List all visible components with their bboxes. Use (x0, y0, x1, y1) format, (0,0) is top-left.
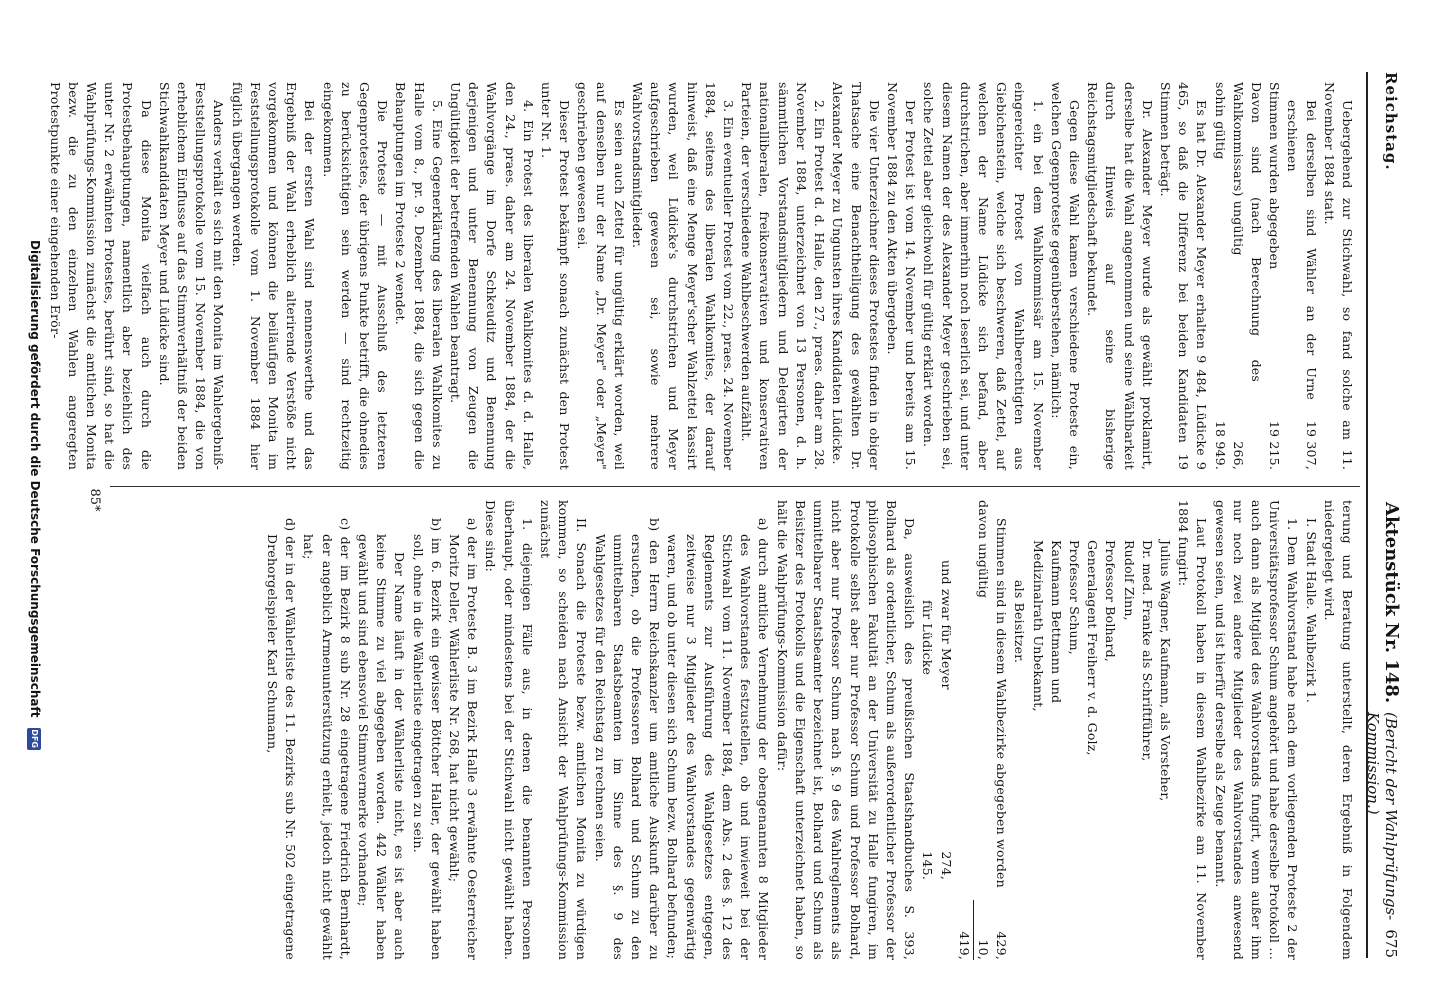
tally-value: 145. (920, 851, 936, 880)
tally-label: Bei derselben sind Wähler an der Urne erschienen (1285, 100, 1319, 400)
tally-row (918, 500, 936, 960)
tally-row (974, 500, 992, 960)
tally-label: für Lüdicke (920, 600, 936, 676)
signature-mark: 85* (87, 488, 102, 512)
list-item: a) durch amtliche Vernehmung der obengenannten 8 Mitglieder des Wahlvorstandes festzustellen, ob und inwieweit bei der Stichwahl vom 11. November 1884, dem Abs. 2 des §. 12 des Reglements zur Ausführung des Wahlgesetzes entgegen, zeitweise nur 3 Mitglieder des Wahlvorstandes gegenwärtig waren, und ob unter diesen sich Schum bezw. Bolhard befunden; (665, 518, 772, 960)
paragraph: 2. Ein Protest d. d. Halle, den 27., praes. daher am 28. November 1884, unterzeichnet von 13 Personen, d. h. sämmtlichen Vorstandsmitgliedern und Delegirten der nationalliberalen, freikonservativen und konservativen Parteien, der verschiedene Wahlbeschwerden aufzählt. (739, 82, 828, 470)
tally-row (1229, 82, 1265, 470)
tally-value: 18 949. (1212, 420, 1228, 470)
tally-row (1265, 82, 1283, 470)
tally-value: 19 307, (1303, 420, 1319, 470)
list-item: c) der im Bezirk 8 sub Nr. 28 eingetragene Friedrich Bernhardt, der angeblich Armenunterstützung erhielt, jedoch nicht gewählt hat; (301, 518, 353, 960)
tally-label: und zwar für Meyer (938, 560, 954, 690)
page-number: 675 (1382, 929, 1400, 958)
paragraph: Die Proteste — mit Ausschluß des letzteren Gegenprotestes, der übrigens Punkte betrifft, die ohnedies zu berücksichtigen sein werden — sind rechtzeitig eingekommen. (320, 82, 391, 470)
dfg-logo-icon: DFG (28, 728, 42, 750)
paragraph: 3. Ein eventueller Protest vom 22., praes. 24. November 1884, seitens des liberalen Wahlkomites, der darauf hinweist, daß eine Menge Meyer'scher Wahlzettel kassirt wurden, weil Lüdicke's durchstrichen und Meyer aufgeschrieben gewesen sei, sowie mehrere Wahlvorstandsmitglieder. (630, 82, 737, 470)
tally-value: 429, (994, 931, 1010, 960)
tally-row (936, 500, 954, 960)
paragraph: Es hat Dr. Alexander Meyer erhalten 9 484, Lüdicke 9 465, so daß die Differenz bei beiden Kandidaten 19 Stimmen beträgt. (1157, 82, 1210, 470)
list-item: Julius Wagner, Kaufmann, als Vorsteher, (1157, 540, 1173, 802)
tally-row (1210, 82, 1228, 470)
tally-label: davon ungültig (975, 500, 991, 599)
right-column (263, 500, 1356, 960)
paragraph: Es seien auch Zettel für ungültig erklärt worden, weil auf denselben nur der Name „Dr. Meyer" oder „Meyer" geschrieben gewesen sei. (575, 82, 627, 470)
paragraph: Anders verhält es sich mit den Monita im Wahlergebniß-Feststellungsprotokolle vom 15. November 1884, die von erheblichem Einflusse auf das Stimmverhältniß der beiden Stichwahlkandidaten Meyer und Lüdicke sind. (156, 82, 227, 470)
paragraph: 1. diejenigen Fälle aus, in denen die benannten Personen überhaupt, oder mindestens bei der Stichwahl nicht gewählt haben. Diese sind: (483, 500, 535, 960)
paragraph: Der Protest ist vom 14. November und bereits am 15. November 1884 zu den Akten übergeben. (884, 82, 919, 470)
digitization-text: Digitalisierung gefördert durch die Deutsche Forschungsgemeinschaft (28, 240, 42, 718)
tally-value: 266, (1230, 441, 1246, 470)
header-title: Aktenstück Nr. 148. (1381, 502, 1402, 704)
tally-label: Davon sind (nach Berechnung des Wahlkommissars) ungültig (1230, 82, 1264, 382)
list-item: Dr. med. Franke als Schriftführer, (1139, 540, 1155, 762)
header-left: Reichstag. (1382, 72, 1400, 171)
paragraph: 1. Dem Wahlvorstand habe nach dem vorliegenden Proteste 2 der Universitätsprofessor Schum angehört und habe derselbe Protokoll ... auch dann als Mitglied des Wahlvorstands fungirt, wenn außer ihm nur noch zwei andere Mitglieder des Wahlvorstandes anwesend gewesen seien, und ist hierfür derselbe als Zeuge benannt. (1212, 500, 1301, 960)
paragraph: Da diese Monita vielfach auch durch die Protestbehauptungen, namentlich aber beziehlich des unter Nr. 2 erwähnten Protestes, berührt sind, so hat die Wahlprüfungs-Kommission zunächst die amtlichen Monita bezw. die zu den einzelnen Wahlen angeregten Protestpunkte einer eingehenden Erör- (47, 82, 154, 470)
list-item: Kaufmann Bettmann und (1048, 540, 1064, 704)
left-column (45, 82, 1356, 470)
paragraph: Gegen diese Wahl kamen verschiedene Proteste ein, welchen Gegenproteste gegenüberstehen, nämlich: (1048, 82, 1082, 470)
paragraph: 4. Ein Protest des liberalen Wahlkomites d. d. Halle, den 24., praes. daher am 24. November 1884, der die Wahlvorgänge im Dorfe Schkeuditz und Benennung derjenigen und unter Benennung von Zeugen die Ungültigkeit der betreffenden Wahlen beantragt. (448, 82, 536, 470)
column-divider (110, 486, 1360, 487)
tally-label: sohin gültig (1212, 82, 1228, 160)
page-header (1364, 72, 1404, 958)
paragraph: 1. ein bei dem Wahlkommissär am 15. November eingereichter Protest von Wahlberechtigten aus Giebichenstein, welche sich beschweren, daß Zettel, auf welchen der Name Lüdicke sich befand, aber durchstrichen, aber immerhin noch leserlich sei, und unter diesem Namen der des Alexander Meyer geschrieben sei, solche Zettel aber gleichwohl für gültig erklärt worden. (921, 82, 1046, 470)
paragraph: Uebergehend zur Stichwahl, so fand solche am 11. November 1884 statt. (1321, 82, 1355, 470)
paragraph: Die vier Unterzeichner dieses Protestes finden in obiger Thatsache eine Benachtheiligung des gewählten Dr. Alexander Meyer zu Ungunsten ihres Kandidaten Lüdicke. (830, 82, 882, 470)
paragraph: Dr. Alexander Meyer wurde als gewählt proklamirt, derselbe hat die Wahl angenommen und seine Wählbarkeit durch Hinweis auf seine bisherige Reichstagsmitgliedschaft bekundet. (1085, 82, 1155, 470)
header-rule (1366, 72, 1368, 958)
list-item: Professor Bolhard, (1103, 540, 1119, 663)
tally-label: Stimmen sind in diesem Wahlbezirke abgegeben worden (994, 518, 1010, 888)
list-item: b) den Herrn Reichskanzler um amtliche Auskunft darüber zu ersuchen, ob die Professoren Bolhard und Schum zu den unmittelbaren Staatsbeamten im Sinne des §. 9 des Wahlgesetzes für den Reichstag zu rechnen seien. (592, 518, 663, 960)
tally-value: 274, (938, 851, 954, 880)
paragraph: Laut Protokoll haben in diesem Wahlbezirke am 11. November 1884 fungirt: (1176, 500, 1210, 960)
section-heading: I. Stadt Halle. Wahlbezirk 1. (1303, 518, 1319, 704)
list-item: Generalagent Freiherr v. d. Golz, (1085, 540, 1101, 756)
paragraph: Der Name läuft in der Wählerliste nicht, es ist aber auch keine Stimme zu viel abgegeben worden. 442 Wähler haben gewählt und sind ebensoviel Stimmvermerke vorhanden; (356, 534, 408, 960)
tally-value: 419, (956, 931, 972, 960)
tally-row (1283, 82, 1319, 470)
tally-row (955, 500, 973, 960)
paragraph: Dieser Protest bekämpft sonach zunächst den Protest unter Nr. 1. (539, 82, 573, 470)
paragraph: Bei der ersten Wahl sind nennenswerthe und das Ergebniß der Wahl erheblich alterirende Verstöße nicht vorgekommen und können die beiläufigen Monita im Feststellungsprotokolle vom 1. November 1884 hier füglich übergangen werden. (229, 82, 318, 470)
tally-label: Stimmen wurden abgegeben (1267, 82, 1283, 270)
list-item: als Beisitzer. (1012, 580, 1028, 664)
header-subtitle: (Bericht der Wahlprüfungs-Kommission.) (1364, 712, 1400, 921)
list-item: b) im 6. Bezirk ein gewisser Böttcher Haller, der gewählt haben soll, ohne in die Wählerliste eingetragen zu sein. (410, 518, 444, 960)
list-item: Rudolf Zinn, (1121, 540, 1137, 621)
paragraph: 5. Eine Gegenerklärung des liberalen Wahlkomites zu Halle vom 8., pr. 9. Dezember 1884, die sich gegen die Behauptungen im Proteste 2 wendet. (393, 82, 445, 470)
paragraph: terung und Beratung unterstellt, deren Ergebniß in Folgendem niedergelegt wird. (1321, 500, 1355, 960)
tally-value: 19 215. (1267, 420, 1283, 470)
list-item: a) der im Proteste B. 3 im Bezirk Halle 3 erwähnte Oesterreicher Moritz Deller, Wählerliste Nr. 268, hat nicht gewählt; (447, 518, 481, 960)
tally-row (992, 500, 1010, 960)
list-item: d) der in der Wählerliste des 11. Bezirks sub Nr. 502 eingetragene Drehorgelspieler Karl Schumann, (265, 518, 299, 960)
paragraph: II. Sonach die Proteste bezw. amtlichen Monita zu würdigen kommen, so scheiden nach Ansicht der Wahlprüfungs-Kommission zunächst (538, 500, 590, 960)
list-item: Professor Schum, (1066, 540, 1082, 655)
paragraph: Da, ausweislich des preußischen Staatshandbuches S. 393, Bolhard als ordentlicher, Schum als außerordentlicher Professor der philosophischen Fakultät an der Universität zu Halle fungiren, im Protokolle selbst aber nur Professor Schum und Professor Bolhard, nicht aber nur Professor Schum nach §. 9 des Wahlreglements als unmittelbarer Staatsbeamter bezeichnet ist, Bolhard und Schum als Beisitzer des Protokolls und die Eigenschaft unterzeichnet haben, so hält die Wahlprüfungs-Kommission dafür: (774, 500, 918, 960)
official-list (1010, 500, 1174, 960)
tally-value: 10, (975, 939, 991, 960)
list-item: Medizinalrath Unbekannt, (1030, 540, 1046, 712)
digitization-note (28, 240, 43, 940)
